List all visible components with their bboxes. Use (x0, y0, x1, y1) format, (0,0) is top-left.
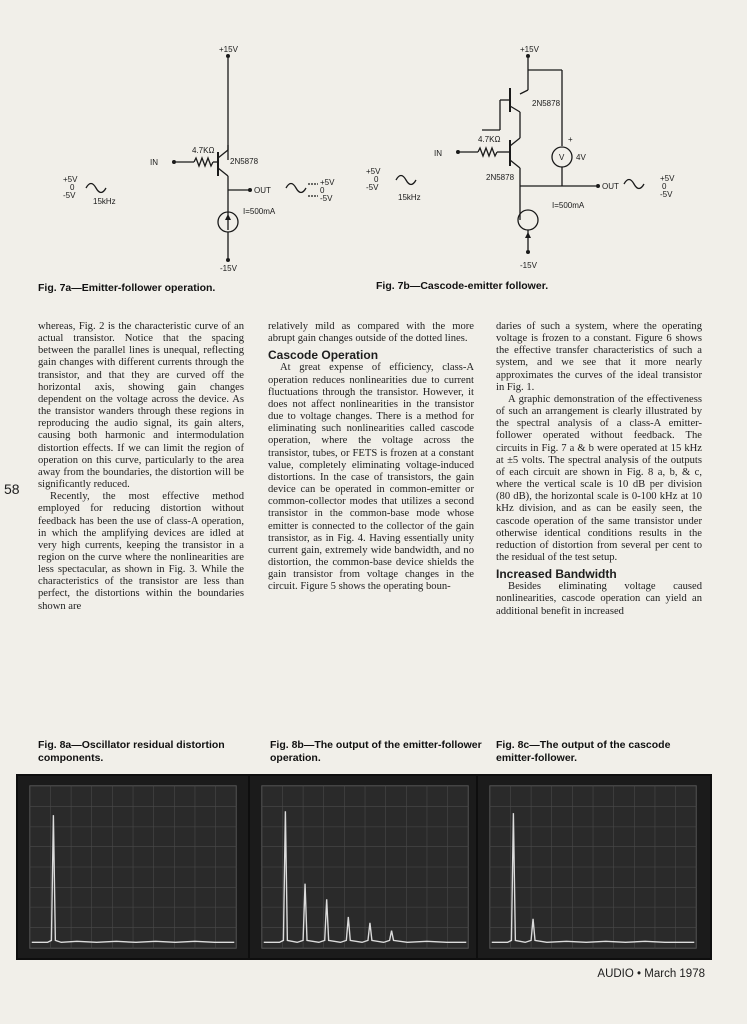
col2-paragraph: At great expense of efficiency, class-A operation reduces nonlinearities due to current fluctuations through the transistor. However, it does not affect nonlinearities in the transistor due to voltage changes. There is a method for eliminating such nonlinearities called cascode operation, where the voltage across the transistor, tubes, or FETS is frozen at a constant value, completely eliminating voltage-induced distortions. In the case of transistors, the gain device can be operated in common-emitter or common-collector modes that utilizes a second transistor in the common-base mode whose emitter is connected to the collector of the gain transistor, as in Fig. 4. Having essentially unity current gain, extremely wide bandwidth, and no distortion, the common-base device shields the gain transistor from voltage changes in the circuit. Figure 5 shows the operating boun- (268, 362, 474, 593)
fig8a-scope-photo (16, 774, 252, 960)
section-heading-bandwidth: Increased Bandwidth (496, 567, 617, 582)
fig7b-gen-pos: +5V (366, 167, 381, 176)
fig7a-freq: 15kHz (93, 197, 116, 206)
column-1 (38, 321, 244, 613)
col3-paragraph: daries of such a system, where the operating voltage is frozen to a constant. Figure 6 shows the effective transfer characteristics of such a system, and we see that it more nearly approximates the curves of the ideal transistor in Fig. 1. (496, 321, 702, 393)
footer-issue: March 1978 (644, 968, 705, 980)
footer-bullet: • (637, 968, 642, 980)
fig7a-caption: Fig. 7a—Emitter-follower operation. (38, 282, 216, 294)
column-2 (268, 321, 474, 593)
section-heading-cascode: Cascode Operation (268, 348, 379, 363)
fig7a-input-label: IN (150, 158, 158, 167)
fig7b-transistor-bottom: 2N5878 (486, 173, 515, 182)
fig7b-meter-value: 4V (576, 153, 586, 162)
fig7b-out-neg: -5V (660, 190, 673, 199)
fig7b-resistor-label: 4.7KΩ (478, 135, 501, 144)
fig7a-resistor-label: 4.7KΩ (192, 146, 215, 155)
fig8c-caption: Fig. 8c—The output of the cascode emitter-follower. (496, 739, 671, 764)
fig7a-transistor-label: 2N5878 (230, 157, 259, 166)
col3-paragraph: Besides eliminating voltage caused nonlinearities, cascode operation can yield an additional benefit in increased (496, 581, 702, 617)
footer-magazine: AUDIO (597, 968, 634, 980)
fig7a-supply-top: +15V (219, 45, 238, 54)
fig7b-transistor-top: 2N5878 (532, 99, 561, 108)
fig7a-output-label: OUT (254, 186, 271, 195)
fig7a-supply-bottom: -15V (220, 264, 237, 273)
fig8b-caption: Fig. 8b—The output of the emitter-follower operation. (270, 739, 482, 764)
fig7b-freq: 15kHz (398, 193, 421, 202)
col1-paragraph: Recently, the most effective method employed for reducing distortion without feedback has been the use of class-A operation, in which the amplifying devices are idled at very high currents, keeping the transistor in a region on the curve where the nonlinearities are less spectacular, as shown in Fig. 3. While the characteristics of the transistor are less than perfect, the distortions within the boundaries shown are (38, 491, 244, 612)
page-number: 58 (4, 481, 20, 497)
fig7a-gen-neg: -5V (63, 191, 76, 200)
fig7b-meter-symbol: V (559, 153, 565, 162)
fig7a-gen-zero: 0 (70, 183, 75, 192)
fig7b-supply-bottom: -15V (520, 261, 537, 270)
col2-paragraph: relatively mild as compared with the more abrupt gain changes outside of the dotted lines. (268, 321, 474, 345)
page-footer (597, 968, 705, 980)
col3-paragraph: A graphic demonstration of the effectiveness of such an arrangement is clearly illustrated by the spectral analysis of a class-A emitter-follower operated without feedback. The circuits in Fig. 7 a & b were operated at 15 kHz at ±5 volts. The spectral analysis of the outputs of each circuit are shown in Fig. 8 a, b, & c, where the vertical scale is 10 dB per division (80 dB), the horizontal scale is 0-100 kHz at 10 kHz division, and as can be easily seen, the cascode operation of the same transistor under otherwise identical conditions results in the reduction of distortion from several per cent to the residual of the test setup. (496, 393, 702, 563)
fig7a-out-zero: 0 (320, 186, 325, 195)
fig7b-caption: Fig. 7b—Cascode-emitter follower. (376, 280, 549, 292)
fig7b-gen-zero: 0 (374, 175, 379, 184)
fig7b-out-pos: +5V (660, 174, 675, 183)
fig7b-out-zero: 0 (662, 182, 667, 191)
fig7a-current-label: I=500mA (243, 207, 276, 216)
fig7b-output-label: OUT (602, 182, 619, 191)
fig7b-supply-top: +15V (520, 45, 539, 54)
col1-paragraph: whereas, Fig. 2 is the characteristic curve of an actual transistor. Notice that the spacing between the parallel lines is unequal, reflecting gain changes with different currents through the transistor, and that they are curved off the horizontal axis, showing gain changes dependent on the voltage across the device. As the transistor wanders through these regions in reproducing the audio signal, its gain alters, causing both harmonic and intermodulation distortion effects. If we can limit the region of operation on this curve, particularly to the area away from the boundaries, the distortion will be significantly reduced. (38, 321, 244, 491)
fig8c-scope-photo (476, 774, 712, 960)
fig7b-meter-plus: + (568, 135, 573, 144)
fig7b-input-label: IN (434, 149, 442, 158)
schematics (0, 0, 747, 300)
fig7b-gen-neg: -5V (366, 183, 379, 192)
fig8b-scope-photo (248, 774, 484, 960)
fig7a-schematic (86, 58, 318, 258)
fig8a-caption: Fig. 8a—Oscillator residual distortion components. (38, 739, 225, 764)
fig7a-out-neg: -5V (320, 194, 333, 203)
column-3 (496, 321, 702, 618)
fig7b-current-label: I=500mA (552, 201, 585, 210)
fig7a-out-pos: +5V (320, 178, 335, 187)
fig7a-gen-pos: +5V (63, 175, 78, 184)
